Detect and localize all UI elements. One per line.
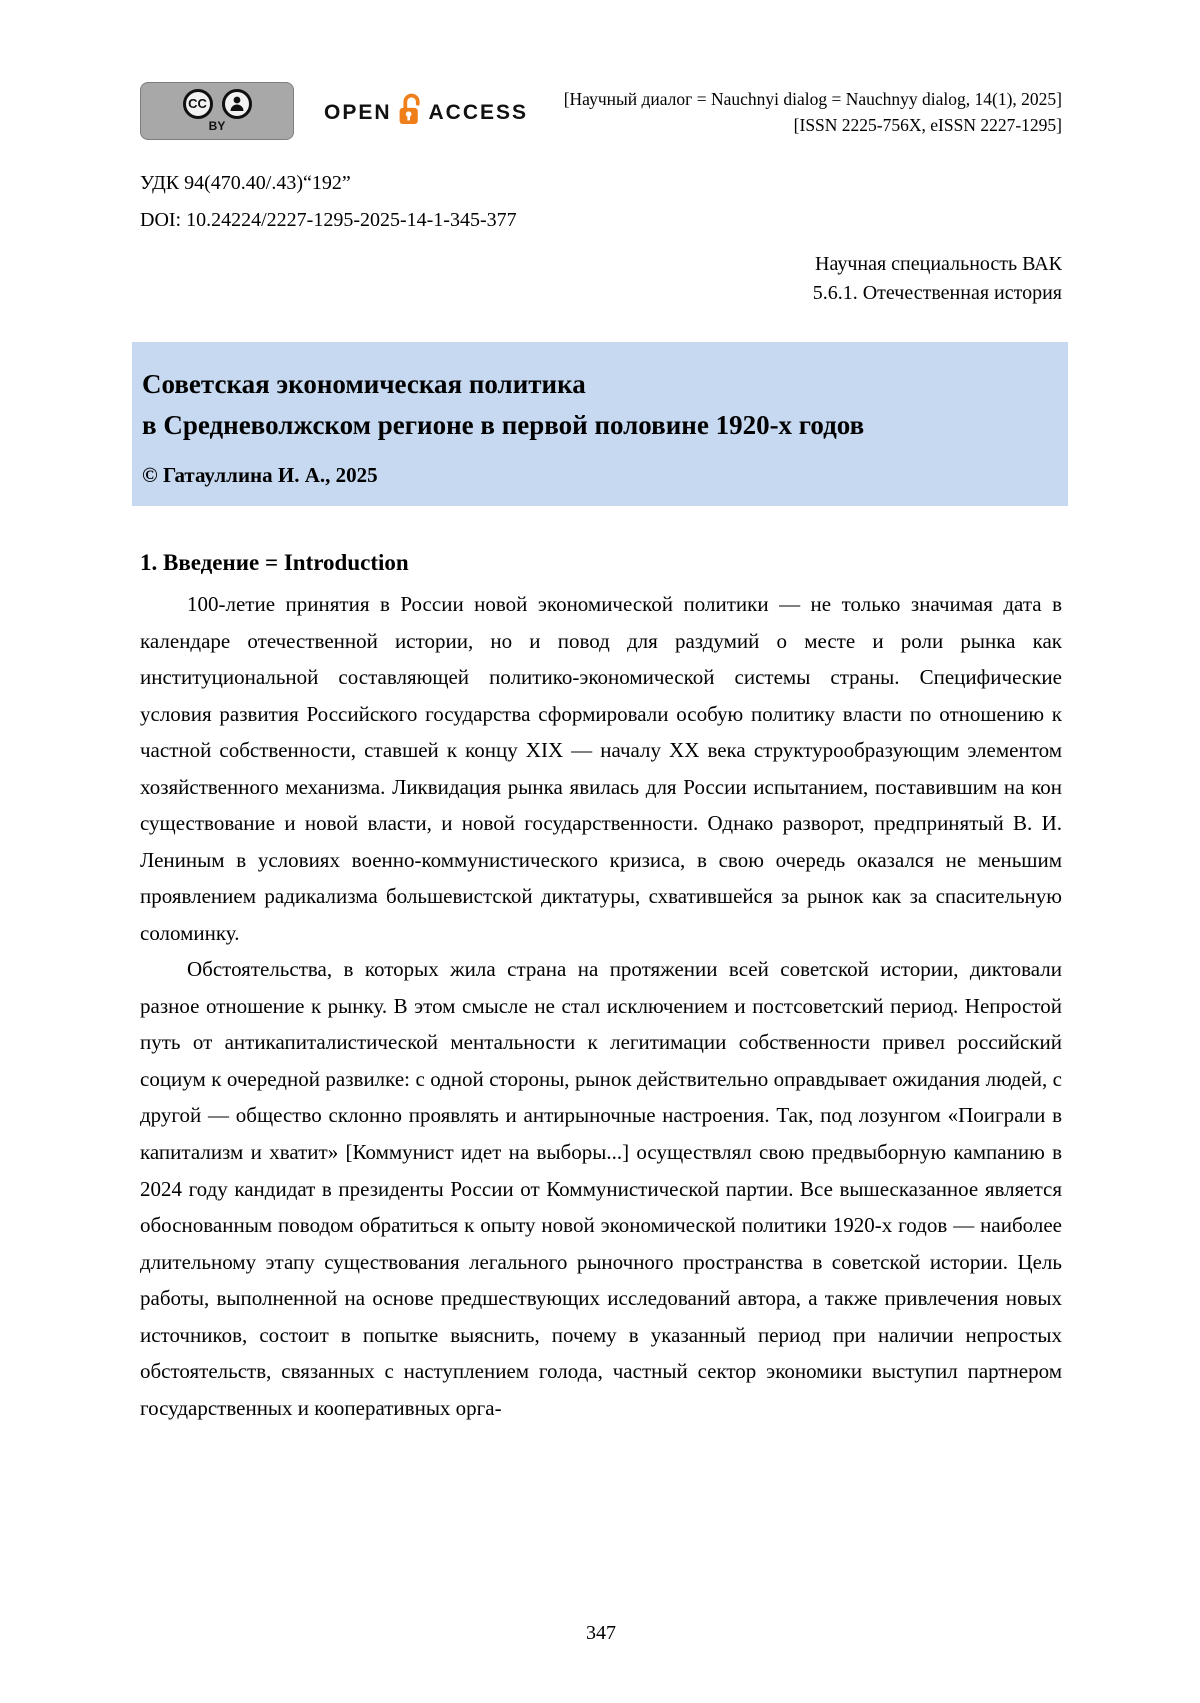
- article-title: [142, 364, 1044, 445]
- cc-by-person-icon: [222, 89, 252, 119]
- vak-specialty-line2: 5.6.1. Отечественная история: [812, 282, 1062, 304]
- open-access-logo: [324, 92, 528, 134]
- open-access-label-access: ACCESS: [428, 101, 529, 124]
- cc-icons: [183, 89, 252, 119]
- article-meta: [140, 172, 1062, 246]
- page-footer: [140, 1622, 1062, 1645]
- article-title-line1: Советская экономическая политика: [142, 369, 586, 399]
- paragraph: 100-летие принятия в России новой экономической политики — не только значимая дата в календаре отечественной истории, но и повод для раздумий о месте и роли рынка как институциональной составляющей политико-экономической системы страны. Специфические условия развития Российского государства сформировали особую политику власти по отношению к частной собственности, ставшей к концу XIX — началу XX века структурообразующим элементом хозяйственного механизма. Ликвидация рынка явилась для России испытанием, поставившим на кон существование и новой власти, и новой государственности. Однако разворот, предпринятый В. И. Лениным в условиях военно-коммунистического кризиса, в свою очередь оказался не меньшим проявлением радикализма большевистской диктатуры, схватившейся за рынок как за спасительную соломинку.: [140, 592, 1062, 945]
- cc-icon: CC: [183, 89, 213, 119]
- open-access-label-open: OPEN: [324, 101, 392, 124]
- copyright-line: © Гатауллина И. А., 2025: [142, 463, 378, 487]
- cc-by-badge: [140, 82, 294, 140]
- page-number: 347: [586, 1622, 616, 1644]
- journal-citation: [Научный диалог = Nauchnyi dialog = Nauchnyy dialog, 14(1), 2025]: [563, 89, 1062, 109]
- open-lock-icon: [397, 92, 424, 134]
- title-block: [132, 342, 1068, 506]
- journal-issn: [ISSN 2225-756X, eISSN 2227-1295]: [793, 115, 1062, 136]
- section-heading: 1. Введение = Introduction: [140, 550, 409, 575]
- article-title-line2: в Средневолжском регионе в первой половине 1920-х годов: [142, 409, 865, 440]
- doi-line: DOI: 10.24224/2227-1295-2025-14-1-345-377: [140, 209, 517, 231]
- udc-line: УДК 94(470.40/.43)“192”: [140, 172, 351, 194]
- vak-specialty-line1: Научная специальность ВАК: [815, 253, 1062, 275]
- journal-info: [564, 82, 1062, 139]
- vak-specialty: [140, 250, 1062, 308]
- header: [140, 82, 1062, 140]
- cc-by-label: BY: [208, 118, 226, 133]
- paragraph: Обстоятельства, в которых жила страна на протяжении всей советской истории, диктовали разное отношение к рынку. В этом смысле не стал исключением и постсоветский период. Непростой путь от антикапиталистической ментальности к легитимации собственности привел российский социум к очередной развилке: с одной стороны, рынок действительно оправдывает ожидания людей, с другой — общество склонно проявлять и антирыночные настроения. Так, под лозунгом «Поиграли в капитализм и хватит» [Коммунист идет на выборы...] осуществлял свою предвыборную кампанию в 2024 году кандидат в президенты России от Коммунистической партии. Все вышесказанное является обоснованным поводом обратиться к опыту новой экономической политики 1920-х годов — наиболее длительному этапу существования легального рыночного пространства в советской истории. Цель работы, выполненной на основе предшествующих исследований автора, а также привлечения новых источников, состоит в попытке выяснить, почему в указанный период при наличии непростых обстоятельств, связанных с наступлением голода, частный сектор экономики выступил партнером государственных и кооперативных орга-: [140, 957, 1062, 1420]
